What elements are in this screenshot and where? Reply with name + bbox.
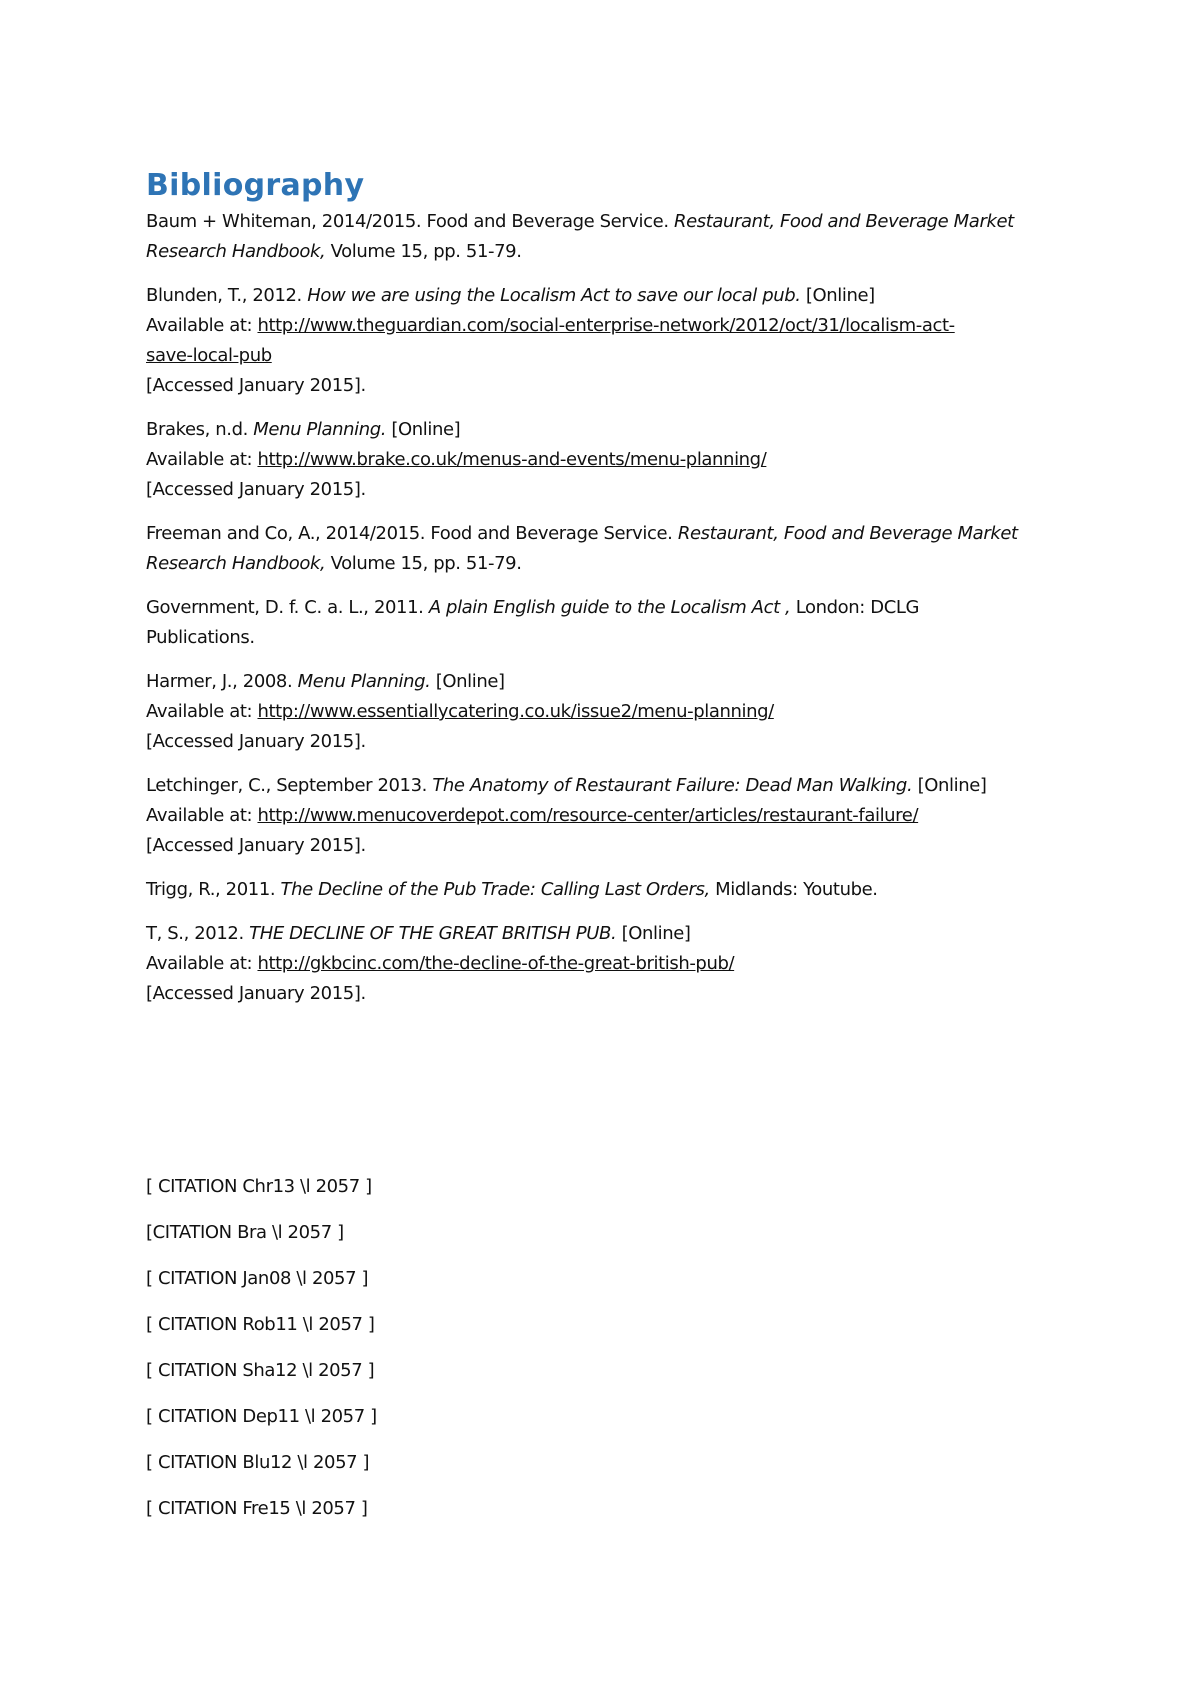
entry-line: Available at: http://www.essentiallycatering.co.uk/issue2/menu-planning/ (146, 701, 774, 722)
entry-line: Research Handbook, Volume 15, pp. 51-79. (146, 553, 522, 574)
citation-fields (146, 1172, 1046, 1540)
entry-line: Available at: http://www.theguardian.com/social-enterprise-network/2012/oct/31/localism-act- (146, 315, 955, 336)
entry-line: Publications. (146, 627, 255, 648)
citation-field: [ CITATION Rob11 \l 2057 ] (146, 1314, 375, 1335)
entry-line: Government, D. f. C. a. L., 2011. A plain English guide to the Localism Act , London: DCLG (146, 597, 920, 618)
entry-line: Freeman and Co, A., 2014/2015. Food and Beverage Service. Restaurant, Food and Beverage Market (146, 523, 1018, 544)
entry-line: Available at: http://gkbcinc.com/the-decline-of-the-great-british-pub/ (146, 953, 735, 974)
entry-url-link-continued[interactable]: save-local-pub (146, 345, 272, 366)
entry-url-link[interactable]: http://www.brake.co.uk/menus-and-events/menu-planning/ (257, 449, 767, 470)
bibliography-entry-ts (146, 919, 1076, 1009)
entry-line: T, S., 2012. THE DECLINE OF THE GREAT BRITISH PUB. [Online] (146, 923, 691, 944)
bibliography-entry-freeman (146, 519, 1076, 579)
entry-accessed: [Accessed January 2015]. (146, 479, 366, 500)
entry-line: Brakes, n.d. Menu Planning. [Online] (146, 419, 461, 440)
bibliography-entry-blunden (146, 281, 1076, 401)
entry-line: Available at: http://www.menucoverdepot.com/resource-center/articles/restaurant-failure/ (146, 805, 919, 826)
entry-url-link[interactable]: http://www.theguardian.com/social-enterprise-network/2012/oct/31/localism-act- (257, 315, 955, 336)
entry-line: Letchinger, C., September 2013. The Anatomy of Restaurant Failure: Dead Man Walking. [Online] (146, 775, 987, 796)
citation-field: [ CITATION Blu12 \l 2057 ] (146, 1452, 370, 1473)
entry-url-link[interactable]: http://www.menucoverdepot.com/resource-center/articles/restaurant-failure/ (257, 805, 919, 826)
bibliography-entry-baum (146, 207, 1076, 267)
entry-url-link[interactable]: http://gkbcinc.com/the-decline-of-the-great-british-pub/ (257, 953, 735, 974)
bibliography-entry-letchinger (146, 771, 1076, 861)
entry-line (146, 341, 1076, 371)
citation-field: [ CITATION Chr13 \l 2057 ] (146, 1176, 372, 1197)
bibliography-entry-trigg (146, 875, 1076, 905)
entry-url-link[interactable]: http://www.essentiallycatering.co.uk/issue2/menu-planning/ (257, 701, 774, 722)
entry-line: Trigg, R., 2011. The Decline of the Pub Trade: Calling Last Orders, Midlands: Youtube. (146, 879, 878, 900)
entry-accessed: [Accessed January 2015]. (146, 835, 366, 856)
citation-field: [ CITATION Dep11 \l 2057 ] (146, 1406, 377, 1427)
entry-accessed: [Accessed January 2015]. (146, 731, 366, 752)
bibliography-entry-harmer (146, 667, 1076, 757)
bibliography-section (146, 166, 1076, 1023)
bibliography-heading: Bibliography (146, 168, 365, 203)
citation-field: [ CITATION Sha12 \l 2057 ] (146, 1360, 375, 1381)
bibliography-entry-government (146, 593, 1076, 653)
entry-accessed: [Accessed January 2015]. (146, 983, 366, 1004)
entry-accessed: [Accessed January 2015]. (146, 375, 366, 396)
bibliography-entry-brakes (146, 415, 1076, 505)
citation-field: [ CITATION Jan08 \l 2057 ] (146, 1268, 369, 1289)
entry-line: Blunden, T., 2012. How we are using the Localism Act to save our local pub. [Online] (146, 285, 875, 306)
citation-field: [ CITATION Fre15 \l 2057 ] (146, 1498, 368, 1519)
entry-line: Baum + Whiteman, 2014/2015. Food and Beverage Service. Restaurant, Food and Beverage Market (146, 211, 1014, 232)
entry-line: Research Handbook, Volume 15, pp. 51-79. (146, 241, 522, 262)
citation-field: [CITATION Bra \l 2057 ] (146, 1222, 344, 1243)
entry-line: Available at: http://www.brake.co.uk/menus-and-events/menu-planning/ (146, 449, 767, 470)
entry-line: Harmer, J., 2008. Menu Planning. [Online] (146, 671, 505, 692)
